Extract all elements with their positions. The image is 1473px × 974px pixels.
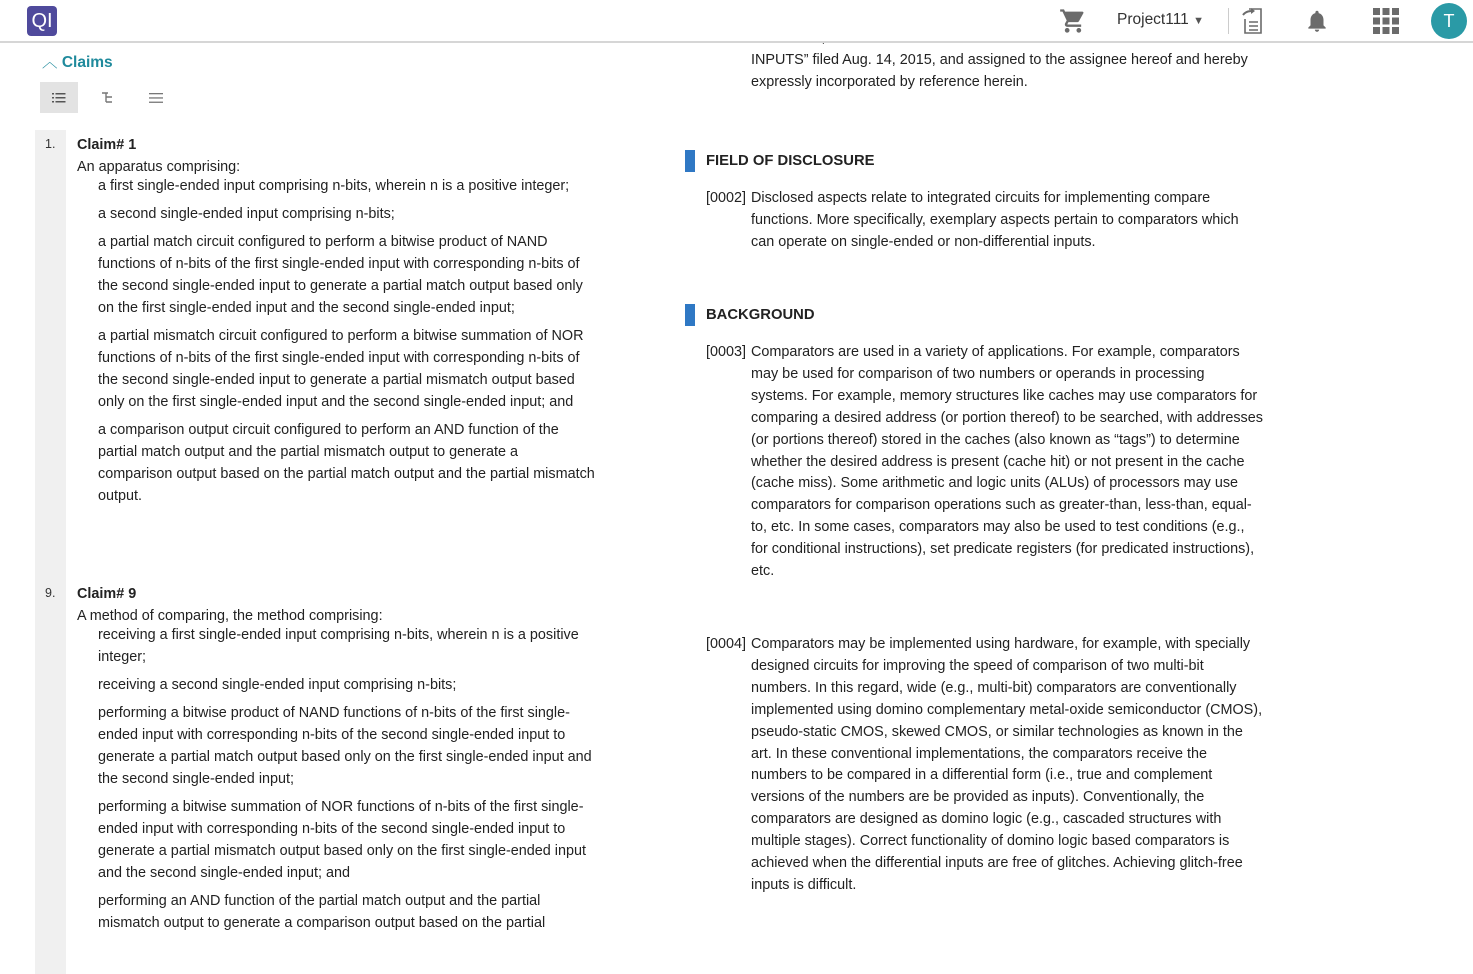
claim-number-gutter (35, 130, 66, 974)
plain-view-icon (149, 92, 163, 104)
paragraph-number: [0003] (706, 344, 747, 360)
claim-element: performing a bitwise product of NAND functions of n-bits of the first single-ended input with corresponding n-bits of the second single-ended input to generate a partial match output based only on the first single-ended input and the second single-ended input; (98, 705, 592, 787)
apps-grid-icon[interactable] (1372, 6, 1400, 36)
caret-down-icon: ▼ (1193, 15, 1205, 27)
claim-title[interactable]: Claim# 1 (77, 137, 137, 153)
claim-element: a partial mismatch circuit configured to perform a bitwise summation of NOR functions of n-bits of the first single-ended input with corresponding n-bits of the second single-ended input to generate a partial mismatch output based only on the first single-ended input and the second single-ended input; and (98, 328, 584, 410)
app-logo[interactable]: QI (27, 6, 57, 36)
claim-element: a partial match circuit configured to perform a bitwise product of NAND functions of n-bits of the first single-ended input with corresponding n-bits of the second single-ended input to generate a partial match output based only on the first single-ended input and the second single-ended input; (98, 234, 583, 316)
paragraph-number: [0004] (706, 636, 747, 652)
section-title: FIELD OF DISCLOSURE (706, 153, 875, 169)
paragraph-text: Comparators may be implemented using hardware, for example, with specially designed circuits for improving the speed of comparison of two multi-bit numbers. In this regard, wide (e.g., multi-bit) comparators are conventionally implemented using domino complementary metal-oxide semiconductor (CMOS), pseudo-static CMOS, skewed CMOS, or similar technologies as known in the art. In these conventional implementations, the comparators receive the numbers to be compared in a differential form (i.e., true and complement versions of the numbers are be provided as inputs). Conventionally, the comparators are designed as domino logic (e.g., cascaded structures with multiple stages). Correct functionality of domino logic based comparators is achieved when the differential inputs are free of glitches. Achieving glitch-free inputs is difficult. (751, 636, 1263, 893)
section-heading (685, 150, 875, 172)
claim-element: receiving a second single-ended input comprising n-bits; (98, 677, 457, 693)
paragraph-text: INPUTS” filed Aug. 14, 2015, and assigned to the assignee hereof and hereby expressly incorporated by reference herein. (751, 51, 1248, 90)
list-view-button[interactable] (40, 82, 78, 113)
claim-element: performing a bitwise summation of NOR functions of n-bits of the first single-ended input with corresponding n-bits of the second single-ended input to generate a partial mismatch output based only on the first single-ended input and the second single-ended input; and (98, 799, 586, 881)
claim-title[interactable]: Claim# 9 (77, 586, 137, 602)
paragraph (706, 634, 1266, 897)
paragraph-text: Comparators are used in a variety of applications. For example, comparators may be used for comparison of two numbers or operands in processing systems. For example, memory structures like caches may use comparators for comparing a desired address (or portion thereof) to be searched, with addresses (or portions thereof) stored in the caches (also known as “tags”) to determine whether the desired address is present (cache hit) or not present in the cache (cache miss). Some arithmetic and logic units (ALUs) of processors may use comparators for comparison operations such as greater-than, less-than, equal-to, etc. In some cases, comparators may also be used to test conditions (e.g., for conditional instructions), set predicate registers (for predicated instructions), etc. (751, 344, 1263, 580)
claims-toggle[interactable] (42, 50, 113, 72)
paragraph-fragment-viewport (706, 43, 1266, 98)
description-panel (670, 43, 1473, 974)
paragraph-text: Disclosed aspects relate to integrated circuits for implementing compare functions. More specifically, exemplary aspects pertain to comparators which can operate on single-ended or non-differential inputs. (751, 190, 1239, 250)
paragraph (706, 188, 1266, 254)
claims-title: Claims (61, 54, 113, 71)
paragraph (706, 342, 1266, 583)
bell-icon[interactable] (1303, 6, 1331, 36)
paragraph-number: [0002] (706, 190, 747, 206)
claim-element: receiving a first single-ended input comprising n-bits, wherein n is a positive integer; (98, 627, 579, 665)
section-title: BACKGROUND (706, 307, 815, 323)
list-view-icon (52, 92, 66, 104)
claim-number: 9. (45, 586, 56, 600)
tree-view-button[interactable] (89, 82, 127, 113)
claim-number: 1. (45, 137, 56, 151)
tree-view-icon (101, 91, 115, 104)
export-document-icon[interactable] (1240, 6, 1266, 36)
divider (1228, 8, 1229, 34)
project-selector[interactable] (1117, 11, 1204, 29)
cart-icon[interactable] (1058, 6, 1088, 36)
claims-panel (0, 43, 660, 974)
claim-element: a first single-ended input comprising n-bits, wherein n is a positive integer; (98, 178, 570, 194)
claim-element: performing an AND function of the partial match output and the partial mismatch output to generate a comparison output based on the partial (98, 893, 546, 931)
top-bar (0, 0, 1473, 43)
project-name: Project111 (1117, 11, 1189, 28)
section-marker (685, 150, 695, 172)
claim-elements (98, 624, 595, 940)
claim-preamble: An apparatus comprising: (77, 159, 241, 175)
user-avatar[interactable]: T (1431, 3, 1467, 39)
section-marker (685, 304, 695, 326)
claim-element: a comparison output circuit configured to perform an AND function of the partial match output and the partial mismatch output to generate a comparison output based on the partial match output and the partial mismatch output. (98, 422, 595, 504)
plain-view-button[interactable] (137, 82, 175, 113)
section-heading (685, 304, 815, 326)
chevron-up-icon: ︿ (42, 54, 58, 71)
claim-elements (98, 175, 595, 513)
claim-preamble: A method of comparing, the method comprising: (77, 608, 383, 624)
claim-element: a second single-ended input comprising n-bits; (98, 206, 395, 222)
